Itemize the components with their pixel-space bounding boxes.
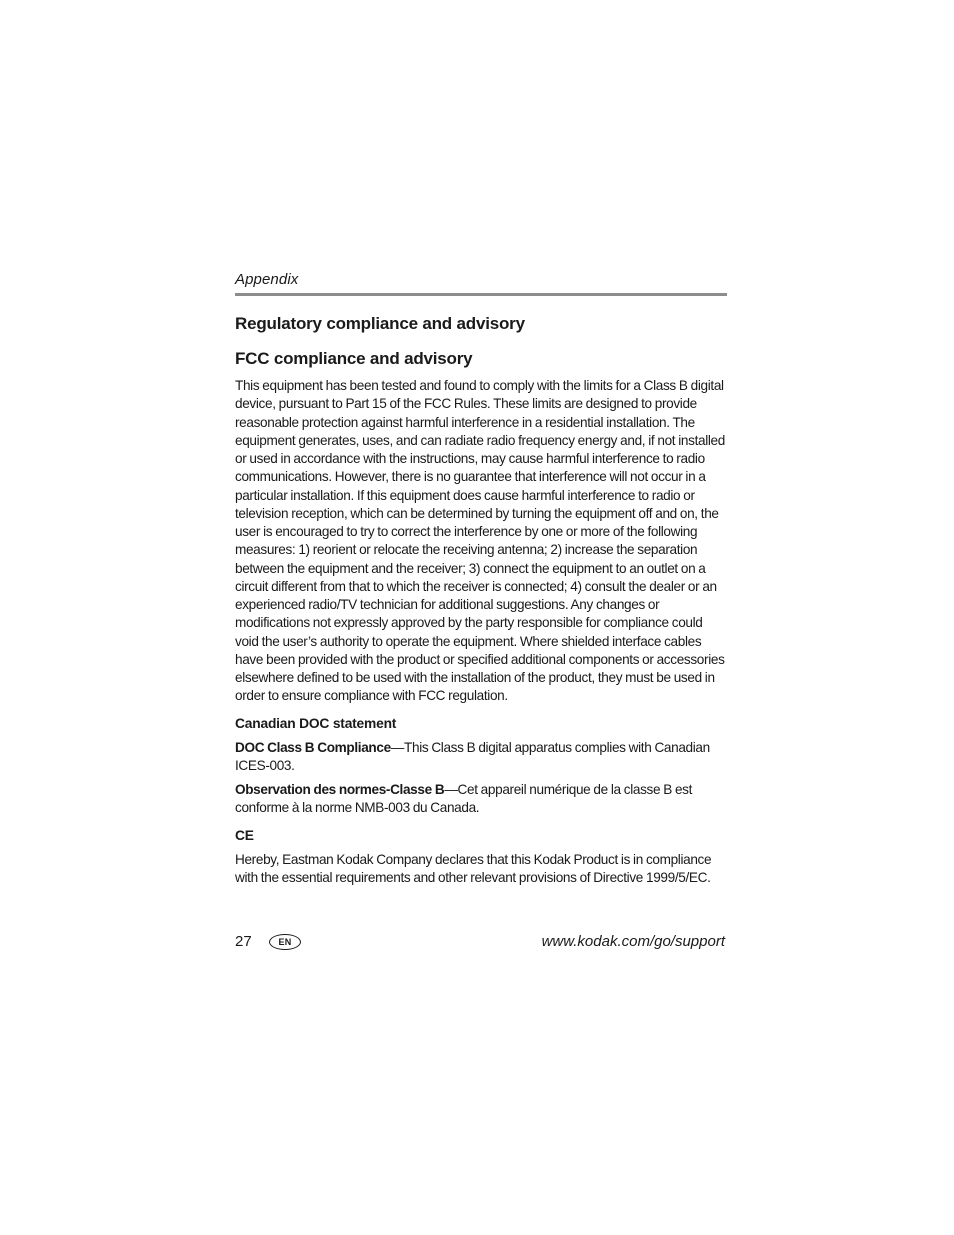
observation-text: —Cet appareil numérique de la classe B est conforme à la norme NMB-003 du Canada. <box>235 782 693 816</box>
doc-compliance-lead: DOC Class B Compliance <box>235 739 391 755</box>
ce-body: Hereby, Eastman Kodak Company declares that this Kodak Product is in compliance with the essential requirements and other relevant provisions of Directive 1999/5/EC. <box>235 851 712 885</box>
support-url: www.kodak.com/go/support <box>541 933 725 950</box>
page-content <box>235 270 727 887</box>
page-number: 27 <box>235 933 252 950</box>
observation-lead: Observation des normes-Classe B <box>235 782 445 797</box>
section-title: Regulatory compliance and advisory <box>235 314 525 333</box>
doc-compliance-paragraph <box>235 739 727 776</box>
ce-title: CE <box>235 827 254 843</box>
language-badge-icon: EN <box>269 934 301 950</box>
header-rule <box>235 293 727 296</box>
fcc-title: FCC compliance and advisory <box>235 349 473 368</box>
observation-paragraph <box>235 781 727 818</box>
canadian-doc-title: Canadian DOC statement <box>235 715 397 731</box>
fcc-body: This equipment has been tested and found to comply with the limits for a Class B digital device, pursuant to Part 15 of the FCC Rules. These limits are designed to provide reasonable protection against harmful interference in a residential installation. The equipment generates, uses, and can radiate radio frequency energy and, if not installed or used in accordance with the instructions, may cause harmful interference to radio communications. However, there is no guarantee that interference will not occur in a particular installation. If this equipment does cause harmful interference to radio or television reception, which can be determined by turning the equipment off and on, the user is encouraged to try to correct the interference by one or more of the following measures: 1) reorient or relocate the receiving antenna; 2) increase the separation between the equipment and the receiver; 3) connect the equipment to an outlet on a circuit different from that to which the receiver is connected; 4) consult the dealer or an experienced radio/TV technician for additional suggestions. Any changes or modifications not expressly approved by the party responsible for compliance could void the user’s authority to operate the equipment. Where shielded interface cables have been provided with the product or specified additional components or accessories elsewhere defined to be used with the installation of the product, they must be used in order to ensure compliance with FCC regulation. <box>235 378 725 704</box>
page-footer <box>235 930 727 954</box>
running-header: Appendix <box>235 271 299 288</box>
doc-compliance-text: —This Class B digital apparatus complies with Canadian ICES-003. <box>235 739 710 773</box>
